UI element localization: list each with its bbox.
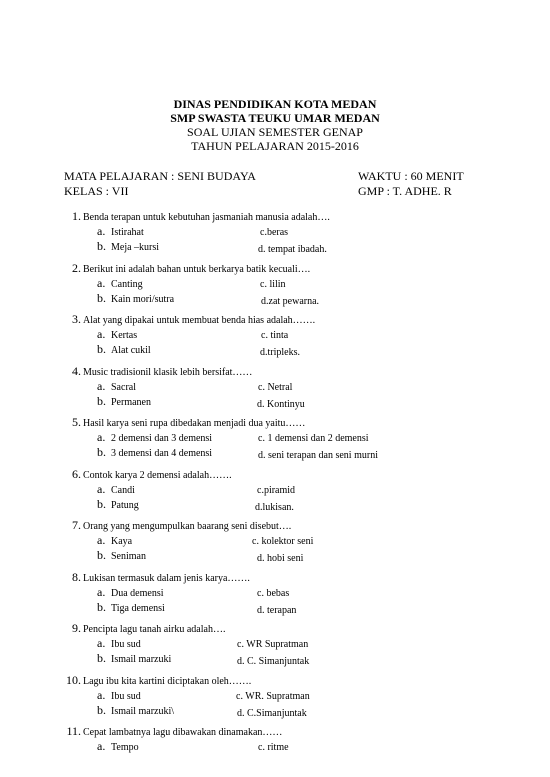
meta-time: WAKTU : 60 MENIT (358, 169, 464, 183)
option-d: d.lukisan. (255, 501, 294, 513)
option-text: Tempo (111, 742, 139, 753)
question-item (0, 364, 550, 416)
option-letter: a. (97, 739, 106, 753)
option-letter: a. (97, 584, 106, 599)
option-text: Kain mori/sutra (111, 293, 175, 305)
question-stem (66, 570, 250, 586)
question-text: Lagu ibu kita kartini diciptakan oleh……. (83, 675, 252, 687)
option-letter: a. (97, 378, 106, 393)
option-text: Ismail marzuki (111, 654, 172, 665)
header-year: TAHUN PELAJARAN 2015-2016 (191, 139, 359, 153)
question-number: 2. (72, 260, 81, 275)
option-d: d. C.Simanjuntak (237, 707, 307, 719)
option-letter: a. (97, 481, 106, 496)
option-text: Meja –kursi (111, 242, 160, 253)
option-text: Ismail marzuki\ (111, 705, 175, 717)
option-b (97, 446, 212, 460)
question-stem (66, 261, 310, 277)
question-stem (66, 312, 315, 328)
option-a (97, 483, 135, 497)
question-item (0, 415, 550, 467)
question-item (0, 673, 550, 725)
option-text: Kaya (111, 536, 133, 547)
option-text: Dua demensi (111, 587, 164, 599)
meta-subject: MATA PELAJARAN : SENI BUDAYA (64, 169, 256, 183)
option-a (97, 586, 164, 600)
question-text: Contok karya 2 demensi adalah……. (83, 469, 232, 481)
question-item (0, 518, 550, 570)
question-stem (66, 724, 282, 740)
option-text: Alat cukil (111, 345, 151, 356)
option-text: Sacral (111, 381, 136, 393)
option-letter: b. (97, 239, 106, 253)
option-letter: b. (97, 651, 106, 665)
option-d: d. Kontinyu (257, 398, 305, 410)
option-letter: b. (97, 445, 106, 459)
header-agency: DINAS PENDIDIKAN KOTA MEDAN (173, 97, 377, 111)
option-d: d. hobi seni (257, 553, 304, 564)
question-text: Alat yang dipakai untuk membuat benda hias adalah……. (83, 315, 316, 326)
question-item (0, 209, 550, 261)
option-a (97, 534, 132, 548)
option-text: Canting (111, 278, 143, 290)
option-text: Candi (111, 484, 135, 496)
option-b (97, 498, 139, 512)
option-c: c. tinta (261, 330, 289, 341)
question-number: 10. (66, 672, 81, 687)
question-text: Berikut ini adalah bahan untuk berkarya batik kecuali…. (83, 263, 311, 275)
question-number: 8. (72, 569, 81, 584)
option-a (97, 431, 212, 445)
meta-class: KELAS : VII (64, 184, 129, 198)
option-b (97, 549, 146, 563)
meta-row-2 (64, 184, 476, 198)
option-a (97, 380, 136, 394)
option-text: Patung (111, 499, 139, 511)
option-c: c. Netral (258, 381, 293, 393)
option-b (97, 395, 151, 409)
option-letter: b. (97, 393, 106, 408)
question-number: 1. (72, 209, 81, 223)
question-stem (66, 364, 252, 380)
option-c: c. ritme (258, 742, 289, 753)
option-letter: a. (97, 687, 106, 702)
question-item (0, 467, 550, 519)
question-text: Orang yang mengumpulkan baarang seni disebut…. (83, 521, 292, 532)
question-text: Lukisan termasuk dalam jenis karya……. (83, 572, 250, 584)
option-a (97, 328, 137, 342)
question-stem (66, 467, 232, 483)
option-c: c.piramid (257, 484, 296, 496)
option-d: d.zat pewarna. (261, 295, 320, 307)
question-item (0, 570, 550, 622)
question-number: 5. (72, 415, 81, 429)
option-a (97, 689, 141, 703)
question-number: 11. (66, 724, 81, 738)
option-d: d.tripleks. (260, 347, 300, 358)
option-c: c. WR Supratman (237, 639, 309, 650)
option-c: c. lilin (260, 278, 286, 290)
option-d: d. C. Simanjuntak (237, 656, 310, 667)
option-a (97, 277, 143, 291)
option-d: d. tempat ibadah. (258, 244, 327, 255)
option-letter: b. (97, 599, 106, 614)
option-text: Istirahat (111, 227, 144, 238)
option-b (97, 601, 165, 615)
question-item (0, 724, 550, 776)
option-c: c. bebas (257, 587, 290, 599)
option-text: 2 demensi dan 3 demensi (111, 433, 213, 444)
option-text: Kertas (111, 330, 138, 341)
exam-header (0, 97, 550, 153)
option-c: c. kolektor seni (252, 536, 314, 547)
option-letter: b. (97, 548, 106, 562)
question-text: Hasil karya seni rupa dibedakan menjadi dua yaitu…… (83, 418, 306, 429)
question-number: 3. (72, 312, 81, 326)
option-letter: b. (97, 702, 106, 717)
question-number: 6. (72, 466, 81, 481)
option-b (97, 704, 174, 718)
option-a (97, 225, 144, 239)
option-letter: a. (97, 275, 106, 290)
meta-row-1 (64, 169, 476, 183)
question-stem (66, 673, 251, 689)
option-letter: a. (97, 430, 106, 444)
option-d: d. seni terapan dan seni murni (258, 450, 378, 461)
question-text: Benda terapan untuk kebutuhan jasmaniah manusia adalah…. (83, 212, 330, 223)
question-item (0, 621, 550, 673)
question-stem (66, 621, 225, 637)
option-a (97, 740, 139, 754)
option-letter: a. (97, 636, 106, 650)
question-item (0, 312, 550, 364)
option-text: Ibu sud (111, 639, 141, 650)
question-text: Cepat lambatnya lagu dibawakan dinamakan…… (83, 727, 283, 738)
option-b (97, 343, 151, 357)
option-letter: b. (97, 496, 106, 511)
option-b (97, 652, 171, 666)
option-text: Seniman (111, 551, 146, 562)
option-letter: b. (97, 342, 106, 356)
question-text: Music tradisionil klasik lebih bersifat…… (83, 366, 253, 378)
question-stem (66, 415, 305, 431)
option-a (97, 637, 141, 651)
question-number: 4. (72, 363, 81, 378)
option-b (97, 292, 174, 306)
question-number: 7. (72, 518, 81, 532)
header-school: SMP SWASTA TEUKU UMAR MEDAN (170, 111, 380, 125)
option-text: Permanen (111, 396, 151, 408)
question-stem (66, 209, 330, 225)
question-list (0, 209, 550, 776)
option-letter: a. (97, 327, 106, 341)
option-text: 3 demensi dan 4 demensi (111, 448, 213, 459)
option-c: c. 1 demensi dan 2 demensi (258, 433, 369, 444)
option-text: Tiga demensi (111, 602, 165, 614)
option-b (97, 240, 159, 254)
option-d: d. terapan (257, 604, 297, 616)
meta-teacher: GMP : T. ADHE. R (358, 184, 452, 198)
option-c: c. WR. Supratman (236, 690, 310, 702)
option-letter: a. (97, 224, 106, 238)
question-item (0, 261, 550, 313)
option-letter: b. (97, 290, 106, 305)
question-number: 9. (72, 621, 81, 635)
option-text: Ibu sud (111, 690, 141, 702)
option-c: c.beras (260, 227, 289, 238)
header-exam-title: SOAL UJIAN SEMESTER GENAP (187, 125, 363, 139)
option-letter: a. (97, 533, 106, 547)
question-stem (66, 518, 291, 534)
question-text: Pencipta lagu tanah airku adalah…. (83, 624, 226, 635)
